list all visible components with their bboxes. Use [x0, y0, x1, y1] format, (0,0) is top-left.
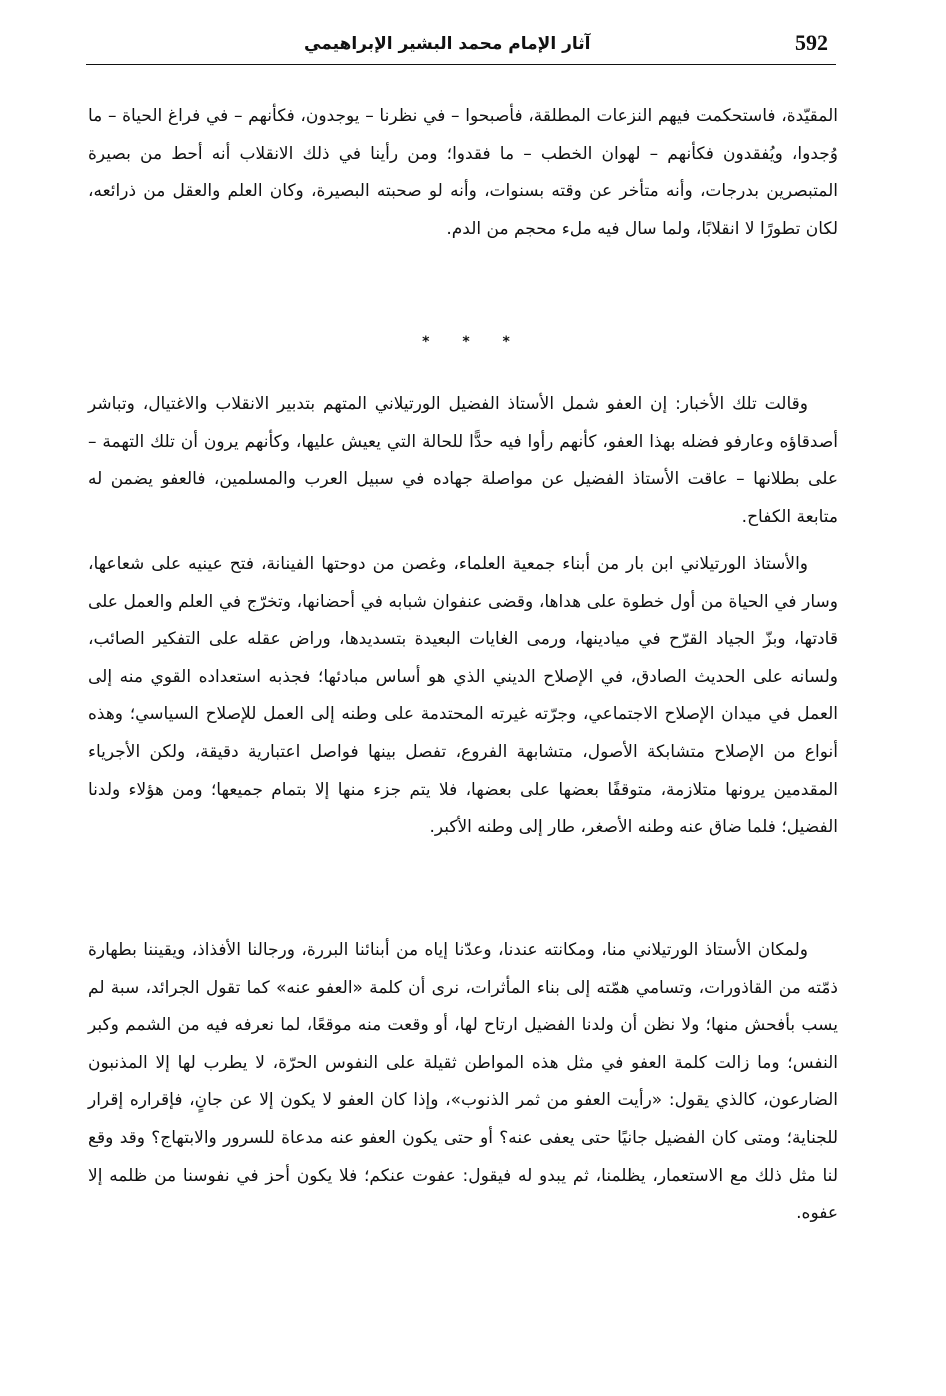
section-separator: * * * [422, 334, 524, 350]
page-header [86, 28, 836, 65]
running-title: آثار الإمام محمد البشير الإبراهيمي [304, 34, 591, 54]
paragraph-3: والأستاذ الورتيلاني ابن بار من أبناء جمعية العلماء، وغصن من دوحتها الفينانة، فتح عينيه على شعاعها، وسار في الحياة من أول خطوة على هداها، وقضى عنفوان شبابه في أحضانها، وتخرّج في العلم والعمل على قادتها، وبزّ الجياد القرّح في ميادينها، ورمى الغايات البعيدة بتسديدها، وراض عقله على التفكير الصائب، ولسانه على الحديث الصادق، في الإصلاح الديني الذي هو أساس مبادئها؛ فجذبه استعداده القوي منه إلى العمل في ميدان الإصلاح الاجتماعي، وجرّته غيرته المحتدمة على وطنه إلى العمل للإصلاح السياسي؛ وهذه أنواع من الإصلاح متشابكة الأصول، متشابهة الفروع، تفصل بينها فواصل اعتبارية دقيقة، ولكن الأجرياء المقدمين يرونها متلازمة، متوقفًا بعضها على بعضها، فلا يتم جزء منها إلا بتمام جميعها؛ ومن هؤلاء ولدنا الفضيل؛ فلما ضاق عنه وطنه الأصغر، طار إلى وطنه الأكبر. [88, 554, 838, 838]
paragraph-1: المقيّدة، فاستحكمت فيهم النزعات المطلقة، فأصبحوا – في نظرنا – يوجدون، فكأنهم – في فراغ الحياة – ما وُجدوا، ويُفقدون فكأنهم – لهوان الخطب – ما فقدوا؛ ومن رأينا في ذلك الانقلاب أنه أحط من بصيرة المتبصرين بدرجات، وأنه متأخر عن وقته بسنوات، وأنه لو صحبته البصيرة، وكان العلم والعقل من ذرائعه، لكان تطورًا لا انقلابًا، ولما سال فيه ملء محجم من الدم. [88, 106, 838, 239]
paragraph-4: ولمكان الأستاذ الورتيلاني منا، ومكانته عندنا، وعدّنا إياه من أبنائنا البررة، ورجالنا الأفذاذ، ويقيننا بطهارة ذمّته من القاذورات، وتسامي همّته إلى بناء المأثرات، نرى أن كلمة «العفو عنه» كما تقول الجرائد، سبة لم يسب بأفحش منها؛ ولا نظن أن ولدنا الفضيل ارتاح لها، أو وقعت منه موقعًا، لما نعرفه فيه من الشمم وكبر النفس؛ وما زالت كلمة العفو في مثل هذه المواطن ثقيلة على النفوس الحرّة، لا يطرب لها إلا المذنبون الضارعون، كالذي يقول: «رأيت العفو من ثمر الذنوب»، وإذا كان العفو لا يكون إلا عن جانٍ، فإقراره إقرار للجناية؛ ومتى كان الفضيل جانيًا حتى يعفى عنه؟ أو حتى يكون العفو عنه مدعاة للسرور والابتهاج؟ وقد وقع لنا مثل ذلك مع الاستعمار، يظلمنا، ثم يبدو له فيقول: عفوت عنكم؛ فلا يكون أحز في نفوسنا من ظلمه إلا عفوه. [88, 940, 838, 1224]
page-number: 592 [795, 30, 828, 55]
paragraph-2: وقالت تلك الأخبار: إن العفو شمل الأستاذ الفضيل الورتيلاني المتهم بتدبير الانقلاب والاغتيال، وتباشر أصدقاؤه وعارفو فضله بهذا العفو، كأنهم رأوا فيه حدًّا للحالة التي يعيش عليها، وكأنهم يرون أن تلك التهمة – على بطلانها – عاقت الأستاذ الفضيل عن مواصلة جهاده في سبيل العرب والمسلمين، فالعفو يضمن له متابعة الكفاح. [88, 394, 838, 527]
